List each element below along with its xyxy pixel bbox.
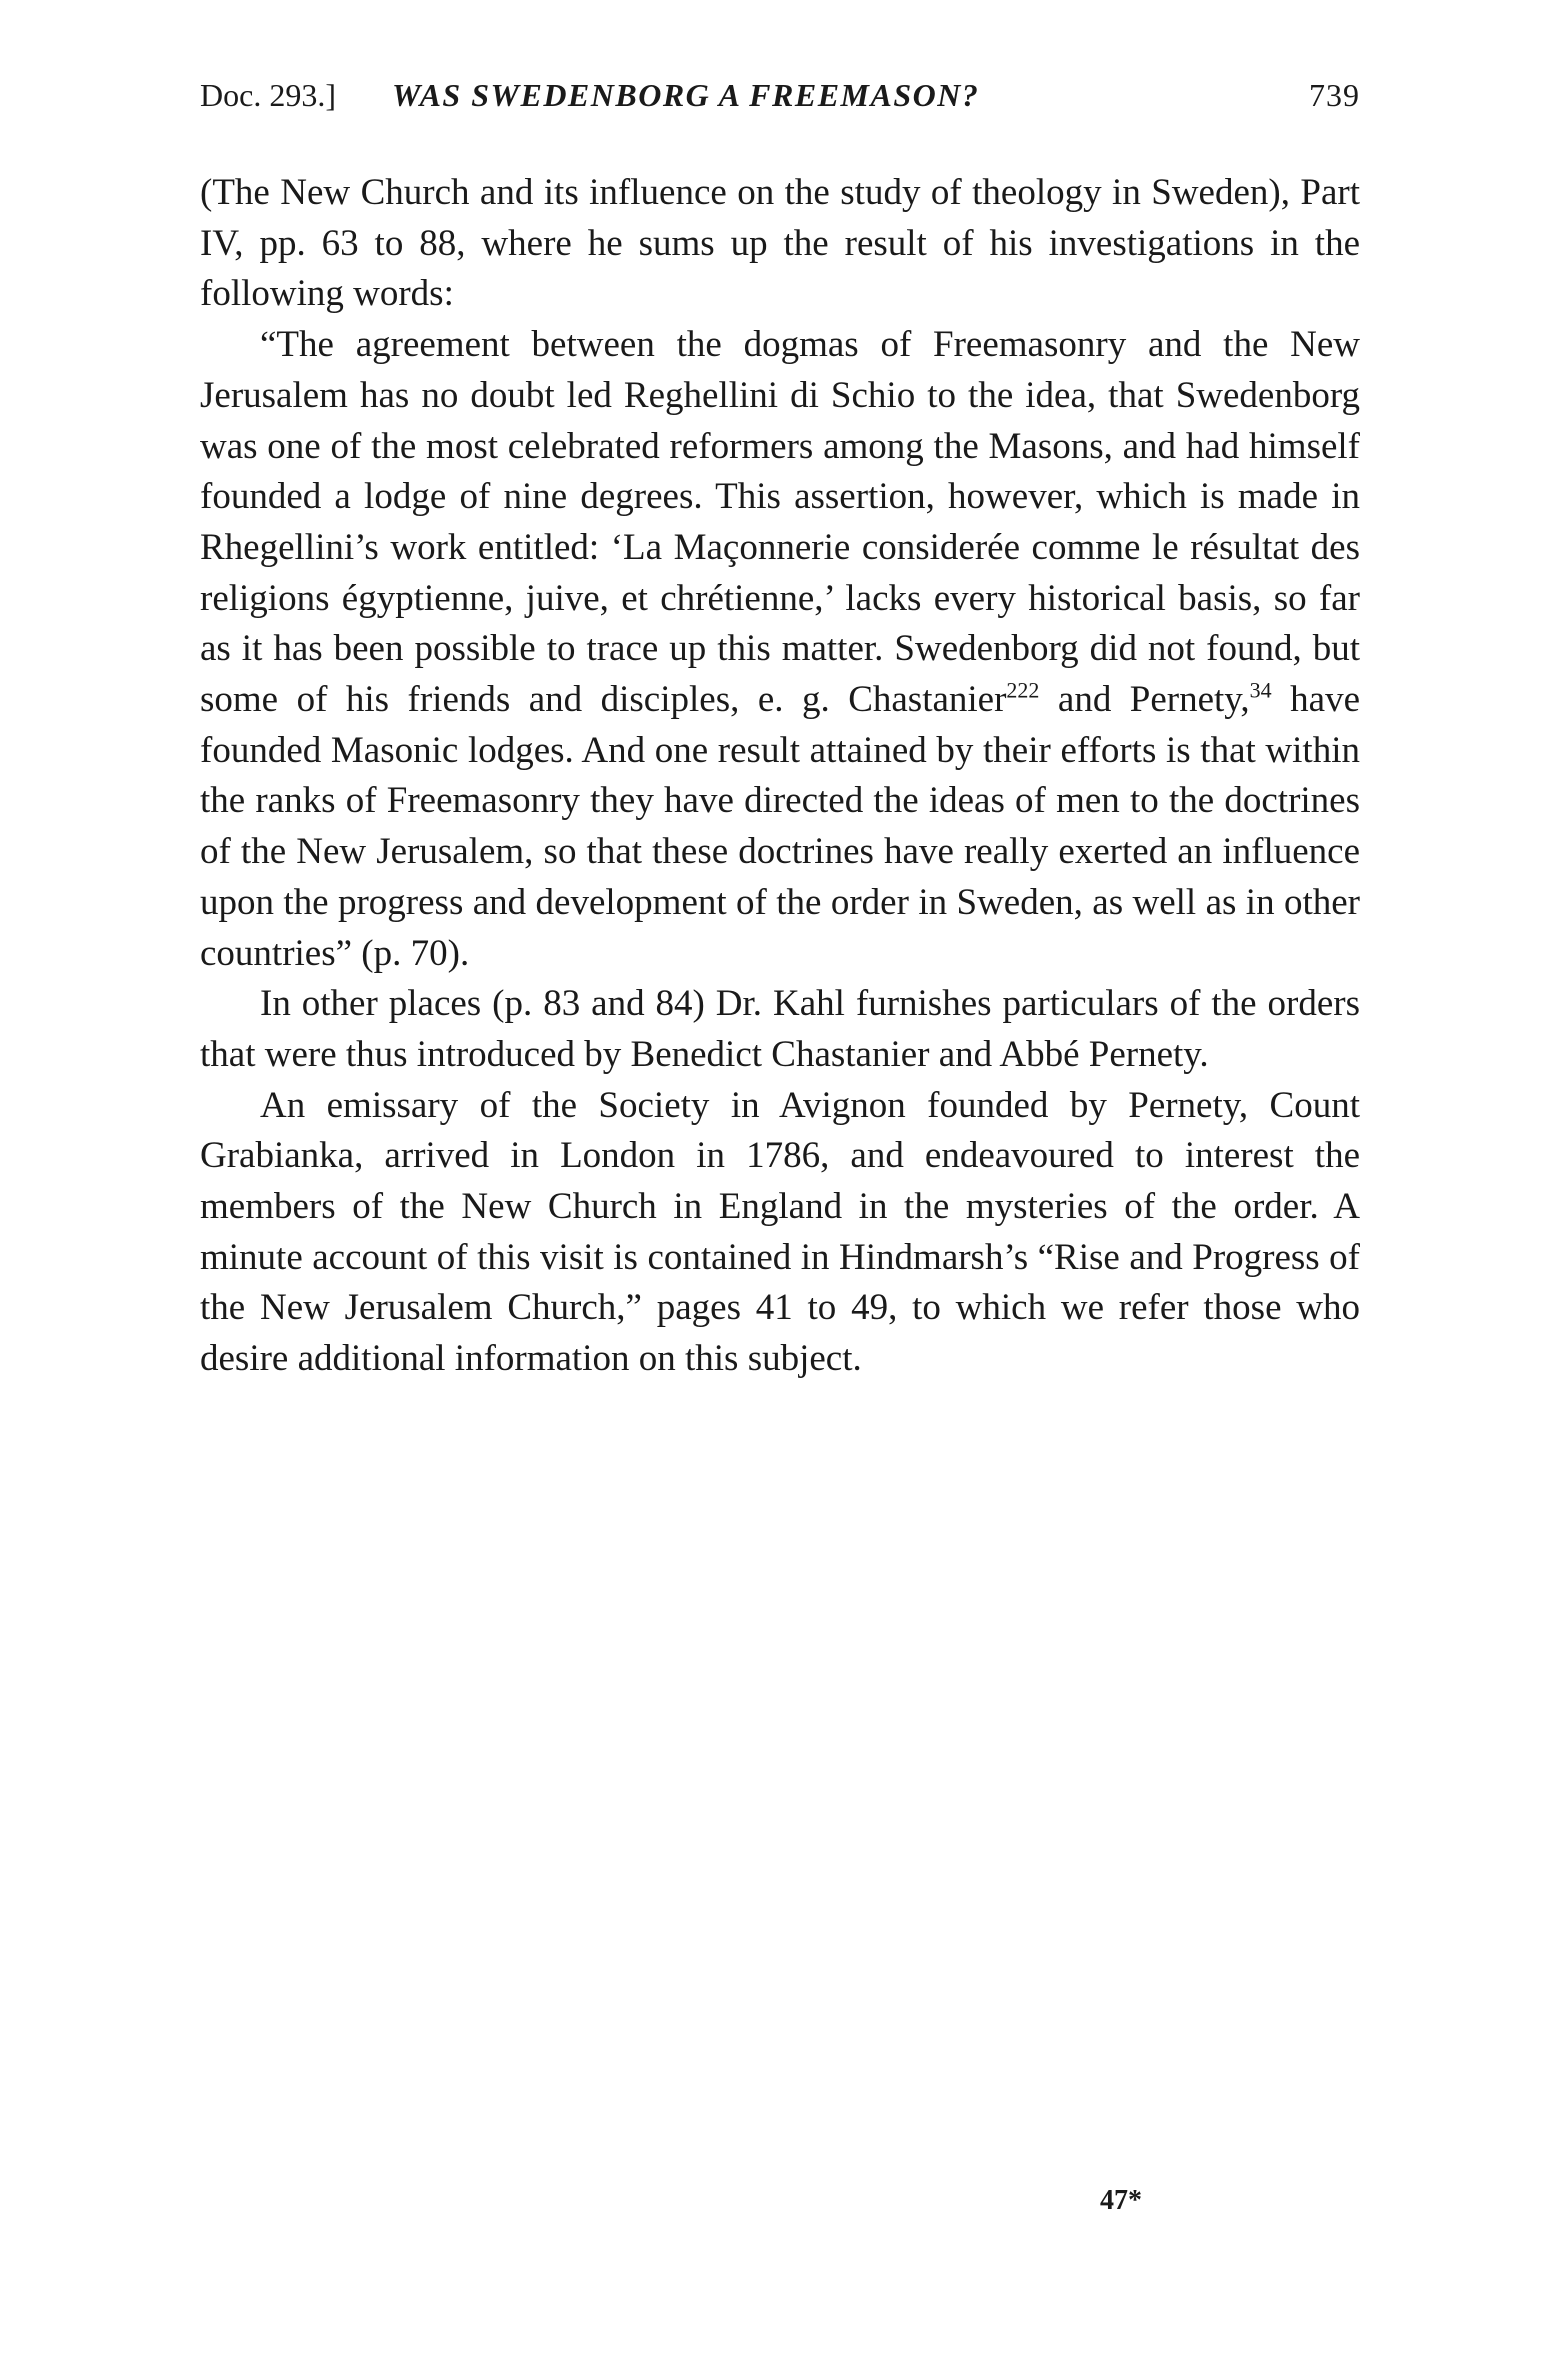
running-title: WAS SWEDENBORG A FREEMASON? [392, 77, 980, 113]
document-reference: Doc. 293.] [200, 77, 336, 113]
paragraph-intro: (The New Church and its influence on the study of theology in Sweden), Part IV, pp. 63 to 88, where he sums up the result of his investigations in the following words: [200, 172, 1360, 315]
signature-mark: 47* [1100, 2185, 1142, 2216]
paragraph-kahl: In other places (p. 83 and 84) Dr. Kahl furnishes particulars of the orders that were thus introduced by Benedict Chastanier and Abbé Pernety. [200, 983, 1360, 1075]
paragraph-quotation [200, 320, 1360, 979]
quotation-text-mid: and Pernety, [1039, 679, 1250, 721]
page-number: 739 [1309, 77, 1360, 113]
footnote-ref-222: 222 [1006, 677, 1040, 703]
running-head [200, 70, 1360, 120]
quotation-text-start: “The agreement between the dogmas of Freemasonry and the New Jerusalem has no doubt led Reghellini di Schio to the idea, that Swedenborg was one of the most celebrated reformers among the Masons, and had himself founded a lodge of nine degrees. This assertion, however, which is made in Rhegellini’s work entitled: ‘La Maçonnerie considerée comme le résultat des religions égyptienne, juive, et chrétienne,’ lacks every historical basis, so far as it has been possible to trace up this matter. Swedenborg did not found, but some of his friends and disciples, e. g. Chastanier [200, 324, 1360, 721]
quotation-text-end: have founded Masonic lodges. And one result attained by their efforts is that within the ranks of Freemasonry they have directed the ideas of men to the doctrines of the New Jerusalem, so that these doctrines have really exerted an influence upon the progress and development of the order in Sweden, as well as in other countries” (p. 70). [200, 679, 1360, 974]
footnote-ref-34: 34 [1249, 677, 1272, 703]
body-text [200, 168, 1360, 1385]
paragraph-emissary: An emissary of the Society in Avignon founded by Pernety, Count Grabianka, arrived in London in 1786, and endeavoured to interest the members of the New Church in England in the mysteries of the order. A minute account of this visit is contained in Hindmarsh’s “Rise and Progress of the New Jerusalem Church,” pages 41 to 49, to which we refer those who desire additional information on this subject. [200, 1084, 1360, 1380]
